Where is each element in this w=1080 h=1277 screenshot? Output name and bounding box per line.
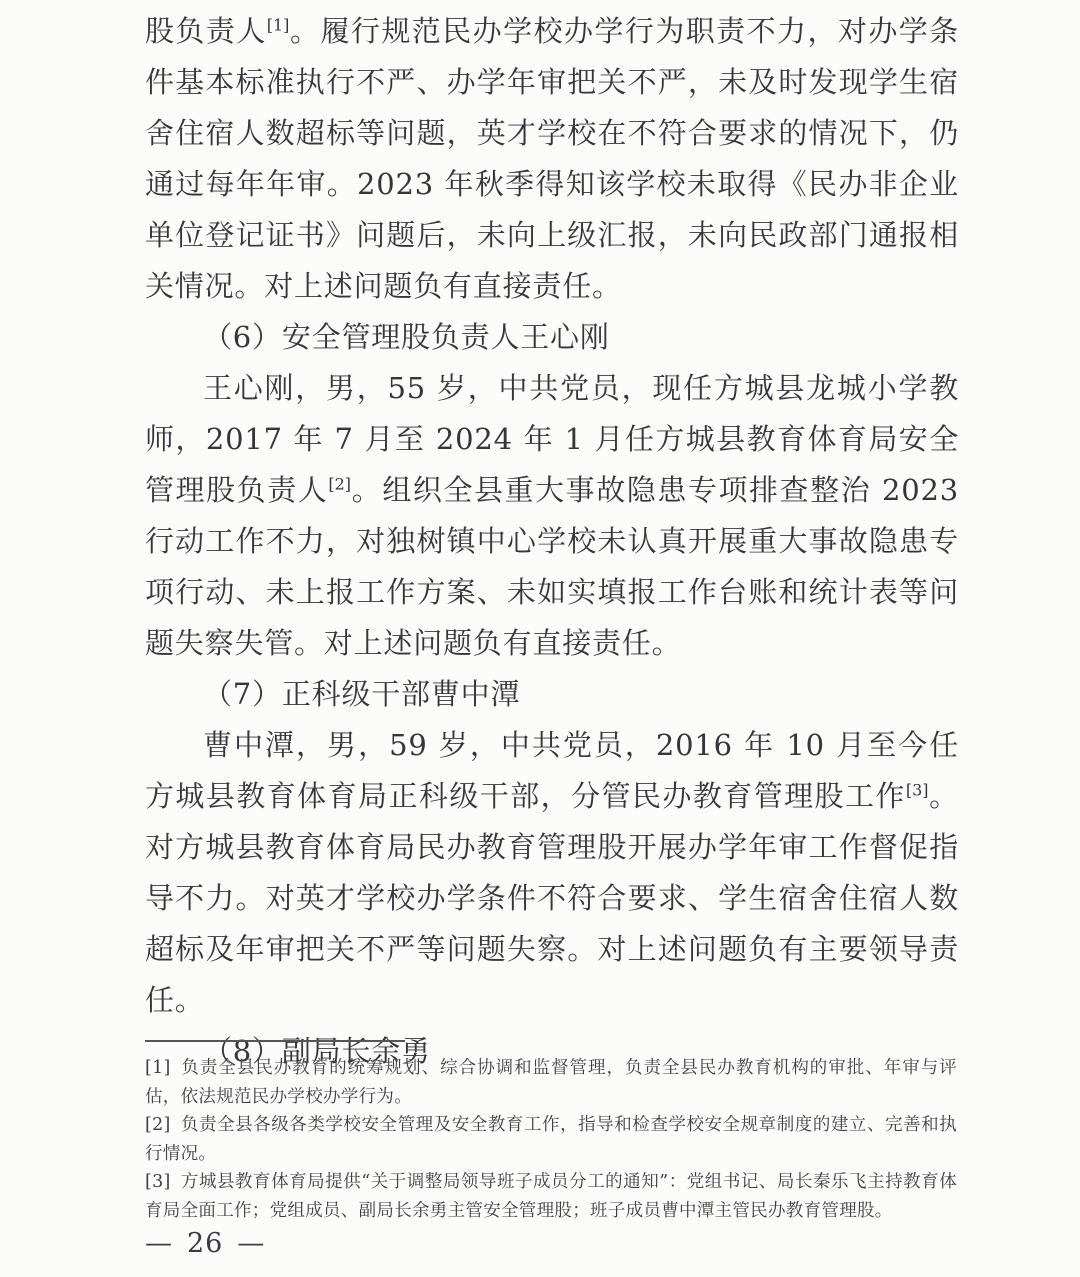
footnote-text: 负责全县民办教育的统筹规划、综合协调和监督管理，负责全县民办教育机构的审批、年审与评估，依法规范民办学校办学行为。	[145, 1058, 957, 1107]
footer-dash-right: —	[237, 1228, 266, 1259]
paragraph-text: 。组织全县重大事故隐患专项排查整治 2023 行动工作不力，对独树镇中心学校未认真开展重大事故隐患专项行动、未上报工作方案、未如实填报工作台账和统计表等问题失察失管。对上述问题负有直接责任。	[145, 473, 959, 660]
paragraph-cao-zhongtan	[145, 720, 959, 1026]
paragraph-wang-xingang	[145, 363, 959, 669]
paragraph-text: 曹中潭，男，59 岁，中共党员，2016 年 10 月至今任方城县教育体育局正科级干部，分管民办教育管理股工作	[145, 728, 959, 813]
footnote-marker: [3]	[145, 1172, 171, 1192]
footnote-2	[145, 1111, 957, 1168]
footnote-ref-3: [3]	[905, 780, 929, 800]
footnote-separator-rule	[145, 1040, 405, 1042]
footnotes-section	[145, 1040, 957, 1225]
footnote-3	[145, 1168, 957, 1225]
footnote-ref-1: [1]	[266, 15, 290, 35]
footnote-ref-2: [2]	[328, 474, 352, 494]
footnote-1	[145, 1054, 957, 1111]
heading-text: （7）正科级干部曹中潭	[203, 677, 521, 711]
heading-text: （6）安全管理股负责人王心刚	[203, 320, 610, 354]
section-heading-7	[145, 669, 959, 720]
paragraph-text: 王心刚，男，55 岁，中共党员，现任方城县龙城小学教师，2017 年 7 月至 2024 年 1 月任方城县教育体育局安全管理股负责人	[145, 371, 959, 507]
page-number	[145, 1228, 265, 1259]
footnote-marker: [2]	[145, 1115, 171, 1135]
section-heading-6	[145, 312, 959, 363]
paragraph-continuation	[145, 6, 959, 312]
footnote-text: 方城县教育体育局提供“关于调整局领导班子成员分工的通知”：党组书记、局长秦乐飞主持教育体育局全面工作；党组成员、副局长余勇主管安全管理股；班子成员曹中潭主管民办教育管理股。	[145, 1172, 957, 1221]
footer-dash-left: —	[145, 1228, 173, 1259]
footnote-marker: [1]	[145, 1058, 171, 1078]
page-number-value: 26	[187, 1228, 224, 1259]
footnote-text: 负责全县各级各类学校安全管理及安全教育工作，指导和检查学校安全规章制度的建立、完善和执行情况。	[145, 1115, 957, 1164]
body-text	[145, 6, 959, 1077]
paragraph-text: 股负责人	[145, 14, 267, 48]
paragraph-text: 。履行规范民办学校办学行为职责不力，对办学条件基本标准执行不严、办学年审把关不严，未及时发现学生宿舍住宿人数超标等问题，英才学校在不符合要求的情况下，仍通过每年年审。2023 年秋季得知该学校未取得《民办非企业单位登记证书》问题后，未向上级汇报，未向民政部门通报相关情况。对上述问题负有直接责任。	[145, 14, 959, 303]
heading-text: （8）副局长余勇	[203, 1034, 431, 1068]
paragraph-text: 。对方城县教育体育局民办教育管理股开展办学年审工作督促指导不力。对英才学校办学条件不符合要求、学生宿舍住宿人数超标及年审把关不严等问题失察。对上述问题负有主要领导责任。	[145, 779, 959, 1017]
